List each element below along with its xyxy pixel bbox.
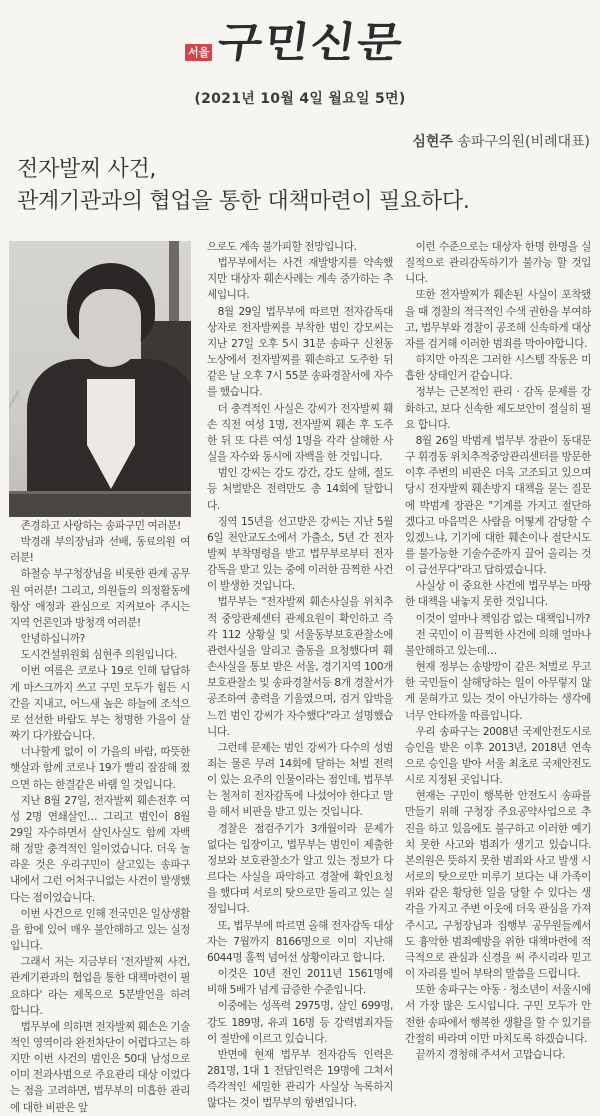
paragraph: 도시건설위원회 심현주 의원입니다. <box>20 649 177 662</box>
paragraph: 현재 정부는 송방망이 같은 처벌로 무고한 국민들이 살해당하는 일이 아무렇지 않게 묻혀가고 있는 것이 아닌가하는 생각에 너무 안타까울 따름입니다. <box>405 661 591 722</box>
paragraph: 이번 여름은 코로나 19로 인해 답답하게 마스크까지 쓰고 구민 모두가 힘든 시간을 지내고, 어느새 높은 하늘에 조석으로 선선한 바람도 부는 청명한 가을이 살짜기 다가왔습니다. <box>10 665 190 743</box>
paragraph: 사실상 이 중요한 사건에 법무부는 마땅한 대책을 내놓지 못한 것입니다. <box>405 580 591 609</box>
article-column-3 <box>405 239 591 1063</box>
paragraph: 또, 법무부에 따르면 올해 전자감독 대상자는 7월까지 8166명으로 이미 지난해 6044명 훌쩍 넘어선 상황이라고 합니다. <box>207 919 393 964</box>
paragraph: 끝까지 경청해 주셔서 고맙습니다. <box>415 1048 566 1061</box>
paragraph: 법무부에 의하면 전자발찌 훼손은 기술적인 영역이라 완전차단이 어렵다고는 하지만 이번 사건의 범인은 50대 남성으로 이미 전과사범으로 주요관리 대상 이었다는 점을 고려하면, 법무부의 미흡한 관리에 대한 비판은 앞 <box>10 1020 190 1114</box>
paragraph: 그런데 문제는 범인 강씨가 다수의 성범죄는 물론 무려 14회에 달하는 처벌 전력이 있는 요주의 인물이라는 점인데, 법무부는 철저히 전자감독에 나섰어야 한다고 말을 해서 비판을 받고 있는 것입니다. <box>207 741 393 819</box>
headline-line-1: 전자발찌 사건, <box>17 157 157 182</box>
paragraph: 하지만 아직은 그러한 시스템 작동은 미흡한 상태인거 같습니다. <box>405 354 591 383</box>
author-name: 심현주 <box>412 134 453 150</box>
paragraph: 8월 29일 법무부에 따르면 전자감독대상자로 전자발찌를 부착한 범인 강모씨는 지난 27일 오후 5시 31분 송파구 신천동 노상에서 전자발찌를 훼손하고 도주한 뒤 같은 날 오후 7시 55분 송파경찰서에 자수를 했습니다. <box>207 305 393 399</box>
paragraph: 지난 8월 27일, 전자발찌 훼손전후 여성 2명 연쇄살인… 그리고 범인이 8월 29일 자수하면서 살인사실도 함께 자백해 정말 충격적인 일이었습니다. 더욱 놀라운 것은 우리구민이 살고있는 송파구 내에서 그런 어처구니없는 사건이 발생했다는 점이었습니다. <box>10 794 190 904</box>
paragraph: 또한 전자발찌가 훼손된 사실이 포착됐을 때 경찰의 적극적인 수색 권한을 부여하고, 법무부와 경찰이 공조해 신속하게 대상자를 검거해 이러한 범죄를 막아야합니다. <box>405 289 591 350</box>
paragraph: 반면에 현재 법무부 전자감독 인력은 281명, 1대 1 전담인력은 19명에 그쳐서 즉각적인 세밀한 관리가 사실상 녹록하지 않다는 것이 법무부의 항변입니다. <box>207 1048 393 1110</box>
article-headline <box>17 154 587 218</box>
paragraph: 이중에는 성폭력 2975명, 살인 699명, 강도 189명, 유괴 16명 등 강력범죄자들이 절반에 이르고 있습니다. <box>207 1000 393 1045</box>
background-pillar <box>169 241 179 321</box>
paragraph: 더 충격적인 사실은 강씨가 전자발찌 훼손 직전 여성 1명, 전자발찌 훼손 후 도주한 뒤 또 다른 여성 1명을 각각 살해한 사실을 자수와 동시에 자백을 한 것입니다. <box>207 402 393 464</box>
paragraph: 우리 송파구는 2008년 국제안전도시로 승인을 받은 이후 2013년, 2018년 연속으로 승인을 받아 서울 최초로 국제안전도시로 지정된 곳입니다. <box>405 725 591 787</box>
face <box>79 289 141 367</box>
region-badge: 서울 <box>185 44 212 61</box>
paragraph: 존경하고 사랑하는 송파구민 여러분! <box>20 520 181 532</box>
paragraph: 현재는 구민이 행복한 안전도시 송파를 만들기 위해 구청장 주요공약사업으로 추진을 하고 있음에도 불구하고 이러한 예기치 못한 사고와 범죄가 생기고 있습니다. 본의원은 뜻하지 못한 범죄와 사고 발생 시 서로의 탓으로만 미루기 보다는 내 가족이 위와 같은 황당한 일을 당할 수 있다는 생각을 가지고 주변 이웃에 더욱 관심을 가져 주시고, 구청장님과 집행부 공무원들께서도 흉악한 범죄예방을 위한 대책마련에 적극적으로 관심과 신경을 써 주시리라 믿고 이 자리를 빌어 부탁의 말씀을 드립니다. <box>405 790 591 981</box>
byline <box>412 131 590 151</box>
paragraph: 전 국민이 이 끔찍한 사건에 의해 얼마나 불안해하고 있는데… <box>405 628 591 657</box>
article-column-1 <box>10 518 190 1116</box>
paragraph: 정부는 근본적인 관리 · 감독 문제를 강화하고, 보다 신속한 제도보안이 절실히 필요 합니다. <box>405 386 591 431</box>
article-column-2 <box>207 239 393 1111</box>
paragraph: 이런 수준으로는 대상자 한명 한명을 실질적으로 관리감독하기가 불가능 할 것입니다. <box>405 241 591 286</box>
newspaper-logo: 구민신문 <box>214 17 408 67</box>
paragraph: 이것이 얼마나 책임감 없는 대책입니까? <box>415 612 591 625</box>
paragraph: 너나할게 없이 이 가을의 바람, 따뜻한 햇살과 함께 코로나 19가 빨리 잠잠해 졌으면 하는 한결같은 바램 일 것입니다. <box>10 746 190 791</box>
paragraph: 법무부에서는 사건 재발방지를 약속했지만 대상자 훼손사례는 계속 증가하는 추세입니다. <box>207 257 393 302</box>
paragraph: 으로도 계속 불가피할 전망입니다. <box>207 241 357 253</box>
paragraph: 하철승 부구청장님을 비롯한 관계 공무원 여러분! 그리고, 의원들의 의정활동에 항상 애정과 관심으로 지켜보아 주시는 지역 언론인과 방청객 여러분! <box>10 568 190 629</box>
paragraph: 징역 15년을 선고받은 강씨는 지난 5월 6일 천안교도소에서 가출소, 5년 간 전자발찌 부착명령을 받고 법무부로부터 전자감독을 받고 있는 중에 이러한 끔찍한 사건이 발생한 것입니다. <box>207 515 393 593</box>
paragraph: 범인 강씨는 강도 강간, 강도 살해, 절도 등 처벌받은 전력만도 총 14회에 달합니다. <box>207 467 393 512</box>
author-title: 송파구의원(비례대표) <box>457 134 590 150</box>
paragraph: 안녕하십니까? <box>20 633 85 646</box>
paragraph: 경찰은 점검주기가 3개월이라 문제가 없다는 입장이고, 법무부는 범인이 제출한 정보와 보호관찰소가 알고 있는 정보가 다르다는 사실을 파악하고 경찰에 확인요청을 했다며 서로의 탓으로만 돌리고 있는 실정입니다. <box>207 822 393 916</box>
paragraph: 이번 사건으로 인해 전국민은 일상생활을 함에 있어 매우 불안해하고 있는 실정입니다. <box>10 907 190 953</box>
microphone-icon <box>9 390 20 461</box>
dateline: (2021년 10월 4일 월요일 5면) <box>194 91 406 107</box>
paragraph: 이것은 10년 전인 2011년 1561명에 비해 5배가 넘게 급증한 수준입니다. <box>207 968 393 997</box>
paragraph: 박경래 부의장님과 선배, 동료의원 여러분! <box>10 536 190 565</box>
paragraph: 또한 송파구는 아동 · 청소년이 서울시에서 가장 많은 도시입니다. 구민 모두가 안전한 송파에서 행복한 생활을 할 수 있기를 간절히 바라며 이만 마치도록 하겠습니다. <box>405 984 591 1045</box>
paragraph: 법무부는 "전자발찌 훼손사실을 위치추적 중앙관제센터 관제요원이 확인하고 즉각 112 상황실 및 서울동부보호관찰소에 관련사실을 알리고 출동을 요청했다며 훼손사실을 통보 받은 서울, 경기지역 100개 보호관찰소 및 송파경찰서등 8개 경찰서가 공조하여 총력을 기울였으며, 검거 압박을 느낀 범인 강씨가 자수했다"라고 설명했습니다. <box>207 596 393 738</box>
paragraph: 그래서 저는 지금부터 '전자발찌 사건, 관계기관과의 협업을 통한 대책마련이 필요하다' 라는 제목으로 5분발언을 하려 합니다. <box>10 956 190 1017</box>
portrait-photo-icon <box>9 241 191 517</box>
podium <box>9 491 191 517</box>
headline-line-2: 관계기관과의 협업을 통한 대책마련이 필요하다. <box>17 189 470 214</box>
paragraph: 8월 26일 박범계 법무부 장관이 동대문구 휘경동 위치추적중앙관리센터를 방문한 이후 주변의 비판은 더욱 고조되고 있으며 당시 전자발찌 훼손방지 대책을 묻는 질문에 박범계 장관은 "기계를 가지고 절단하겠다고 마음먹은 사람을 어떻게 감당할 수 있겠느냐, 기기에 대한 훼손이나 절단시도를 불가능한 기술수준까지 끌어 올리는 것이 급선무다"라고 답하였습니다. <box>405 434 591 577</box>
masthead <box>0 0 600 80</box>
